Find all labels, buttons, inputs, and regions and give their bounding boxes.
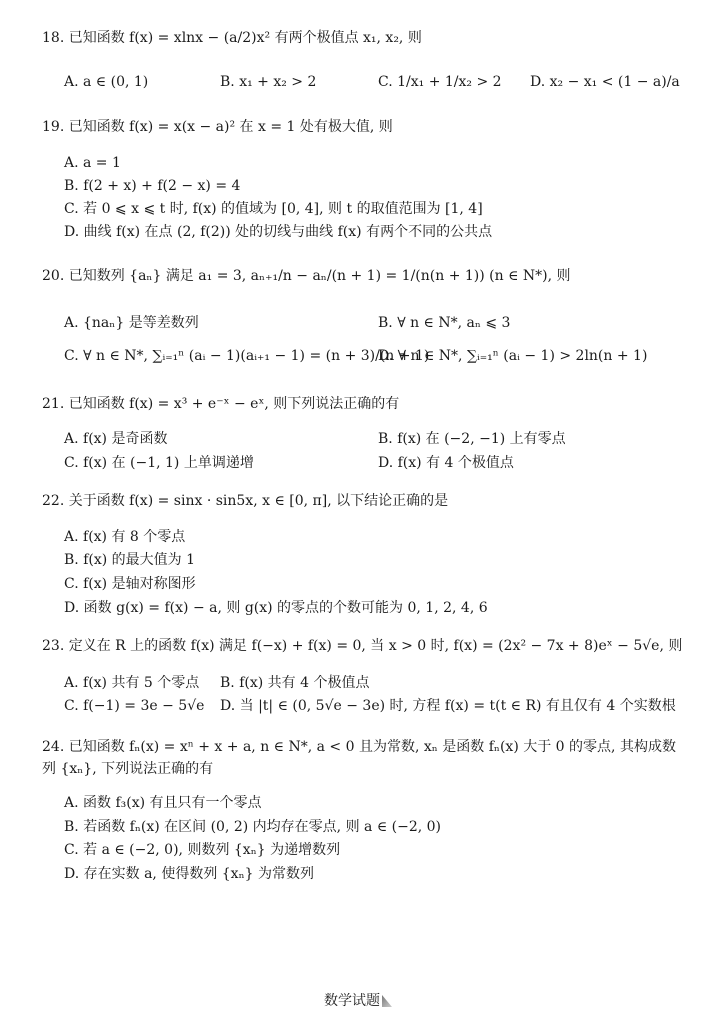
question-21-stem: 21. 已知函数 f(x) = x³ + e⁻ˣ − eˣ, 则下列说法正确的有: [42, 396, 400, 412]
question-21-option-c: C. f(x) 在 (−1, 1) 上单调递增: [64, 455, 254, 471]
question-19-option-d: D. 曲线 f(x) 在点 (2, f(2)) 处的切线与曲线 f(x) 有两个不同的公共点: [64, 224, 493, 240]
question-23-option-b: B. f(x) 共有 4 个极值点: [220, 675, 370, 691]
question-21-option-b: B. f(x) 在 (−2, −1) 上有零点: [378, 431, 566, 447]
question-23-option-a: A. f(x) 共有 5 个零点: [64, 675, 200, 691]
question-24-option-b: B. 若函数 fₙ(x) 在区间 (0, 2) 内均存在零点, 则 a ∈ (−2, 0): [64, 819, 442, 835]
page-corner-mark-icon: [382, 995, 392, 1007]
page-footer: [0, 990, 716, 1010]
question-24-option-d: D. 存在实数 a, 使得数列 {xₙ} 为常数列: [64, 866, 314, 882]
question-18-option-a: A. a ∈ (0, 1): [64, 74, 149, 90]
question-23-option-c: C. f(−1) = 3e − 5√e: [64, 698, 205, 714]
question-20-option-b: B. ∀ n ∈ N*, aₙ ⩽ 3: [378, 315, 511, 331]
question-23-option-d: D. 当 |t| ∈ (0, 5√e − 3e) 时, 方程 f(x) = t(t ∈ R) 有且仅有 4 个实数根: [220, 698, 676, 714]
question-20-stem: 20. 已知数列 {aₙ} 满足 a₁ = 3, aₙ₊₁/n − aₙ/(n + 1) = 1/(n(n + 1)) (n ∈ N*), 则: [42, 268, 571, 284]
question-19-option-b: B. f(2 + x) + f(2 − x) = 4: [64, 178, 241, 194]
question-18-option-b: B. x₁ + x₂ > 2: [220, 74, 317, 90]
question-19-option-c: C. 若 0 ⩽ x ⩽ t 时, f(x) 的值域为 [0, 4], 则 t 的取值范围为 [1, 4]: [64, 201, 483, 217]
question-20-option-a: A. {naₙ} 是等差数列: [64, 315, 199, 331]
question-20-option-c: C. ∀ n ∈ N*, ∑ᵢ₌₁ⁿ (aᵢ − 1)(aᵢ₊₁ − 1) = (n + 3)/(n + 1): [64, 348, 430, 364]
question-21-option-d: D. f(x) 有 4 个极值点: [378, 455, 514, 471]
question-19-stem: 19. 已知函数 f(x) = x(x − a)² 在 x = 1 处有极大值, 则: [42, 119, 393, 135]
question-18-option-d: D. x₂ − x₁ < (1 − a)/a: [530, 74, 680, 90]
question-19-option-a: A. a = 1: [64, 155, 121, 171]
question-22-option-b: B. f(x) 的最大值为 1: [64, 552, 195, 568]
question-22-option-d: D. 函数 g(x) = f(x) − a, 则 g(x) 的零点的个数可能为 0, 1, 2, 4, 6: [64, 600, 488, 616]
question-21-option-a: A. f(x) 是奇函数: [64, 431, 168, 447]
question-24-stem: 24. 已知函数 fₙ(x) = xⁿ + x + a, n ∈ N*, a < 0 且为常数, xₙ 是函数 fₙ(x) 大于 0 的零点, 其构成数列 {xₙ}, 下列说法正确的有: [42, 739, 676, 777]
question-22-option-a: A. f(x) 有 8 个零点: [64, 529, 186, 545]
question-22-stem: 22. 关于函数 f(x) = sinx · sin5x, x ∈ [0, π], 以下结论正确的是: [42, 493, 449, 509]
question-22-option-c: C. f(x) 是轴对称图形: [64, 576, 196, 592]
question-23-stem: 23. 定义在 R 上的函数 f(x) 满足 f(−x) + f(x) = 0, 当 x > 0 时, f(x) = (2x² − 7x + 8)eˣ − 5√e, 则: [42, 638, 683, 654]
question-24-option-c: C. 若 a ∈ (−2, 0), 则数列 {xₙ} 为递增数列: [64, 842, 341, 858]
question-18-stem: 18. 已知函数 f(x) = xlnx − (a/2)x² 有两个极值点 x₁, x₂, 则: [42, 30, 422, 46]
question-18-option-c: C. 1/x₁ + 1/x₂ > 2: [378, 74, 502, 90]
question-24-option-a: A. 函数 f₃(x) 有且只有一个零点: [64, 795, 262, 811]
footer-title: 数学试题: [324, 993, 380, 1009]
question-20-option-d: D. ∀ n ∈ N*, ∑ᵢ₌₁ⁿ (aᵢ − 1) > 2ln(n + 1): [378, 348, 648, 364]
